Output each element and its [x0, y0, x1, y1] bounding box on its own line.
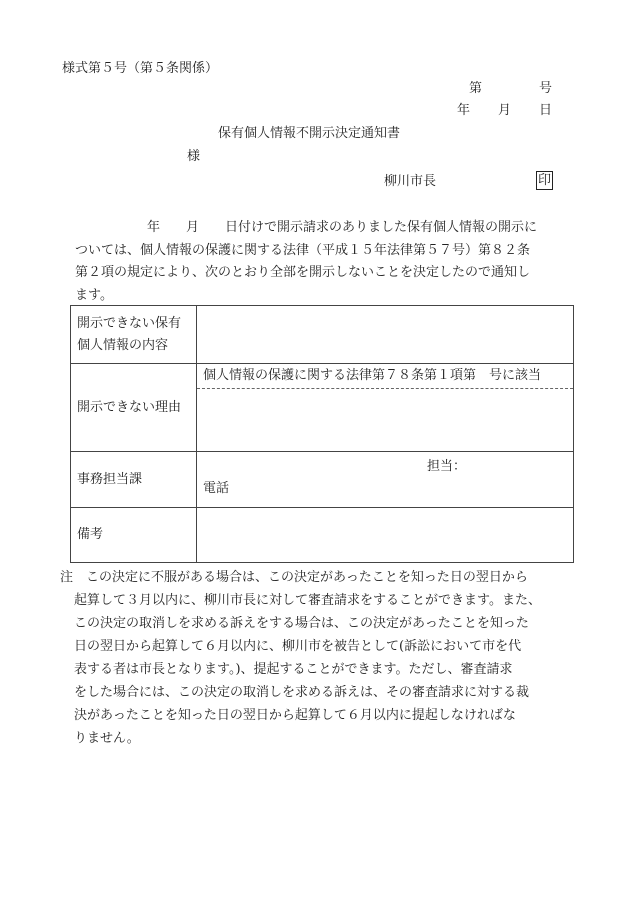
- remarks-label: 備考: [71, 508, 197, 563]
- form-label: 様式第５号（第５条関係）: [62, 61, 219, 76]
- sender-name: 柳川市長: [384, 174, 437, 189]
- content-value[interactable]: [197, 306, 574, 364]
- body-line: ついては、個人情報の保護に関する法律（平成１５年法律第５７号）第８２条: [75, 243, 531, 258]
- body-line: 年 月 日付けで開示請求のありました保有個人情報の開示に: [147, 220, 538, 235]
- table-row: [71, 306, 574, 364]
- table-row: [71, 452, 574, 508]
- content-label: [71, 306, 197, 364]
- phone-label: 電話: [203, 481, 230, 496]
- remarks-value[interactable]: [197, 508, 574, 563]
- department-cell[interactable]: [197, 452, 574, 508]
- reason-statute-text: 個人情報の保護に関する法律第７８条第１項第 号に該当: [197, 364, 573, 389]
- note-line: 起算して３月以内に、柳川市長に対して審査請求をすることができます。また、: [74, 593, 541, 608]
- note-line: 表する者は市長となります。)、提起することができます。ただし、審査請求: [74, 662, 513, 677]
- note-line: この決定の取消しを求める訴えをする場合は、この決定があったことを知った: [74, 616, 529, 631]
- content-label-line2: 個人情報の内容: [77, 337, 169, 353]
- body-line: ます。: [75, 288, 113, 303]
- content-label-line1: 開示できない保有: [77, 315, 182, 331]
- note-line: 決があったことを知った日の翌日から起算して６月以内に提起しなければな: [74, 708, 516, 723]
- decision-table: [70, 305, 574, 563]
- date-day: 日: [539, 103, 553, 118]
- reason-detail-field[interactable]: [197, 389, 573, 451]
- note-line: 注 この決定に不服がある場合は、この決定があったことを知った日の翌日から: [60, 570, 528, 585]
- seal-mark: 印: [538, 173, 552, 188]
- note-line: をした場合には、この決定の取消しを求める訴えは、その審査請求に対する裁: [74, 685, 530, 700]
- reason-cell: [197, 364, 574, 452]
- note-line: りません。: [74, 731, 140, 746]
- department-label: 事務担当課: [71, 452, 197, 508]
- document-number-prefix: 第: [469, 81, 483, 96]
- body-line: 第２項の規定により、次のとおり全部を開示しないことを決定したので通知し: [75, 265, 531, 280]
- document-title: 保有個人情報不開示決定通知書: [218, 126, 401, 141]
- staff-label: 担当：: [427, 459, 467, 474]
- date-month: 月: [498, 103, 512, 118]
- addressee-suffix: 様: [187, 149, 201, 164]
- table-row: [71, 364, 574, 452]
- reason-label: 開示できない理由: [71, 364, 197, 452]
- date-year: 年: [457, 103, 471, 118]
- table-row: [71, 508, 574, 563]
- document-number-suffix: 号: [539, 81, 553, 96]
- note-line: 日の翌日から起算して６月以内に、柳川市を被告として(訴訟において市を代: [74, 639, 522, 654]
